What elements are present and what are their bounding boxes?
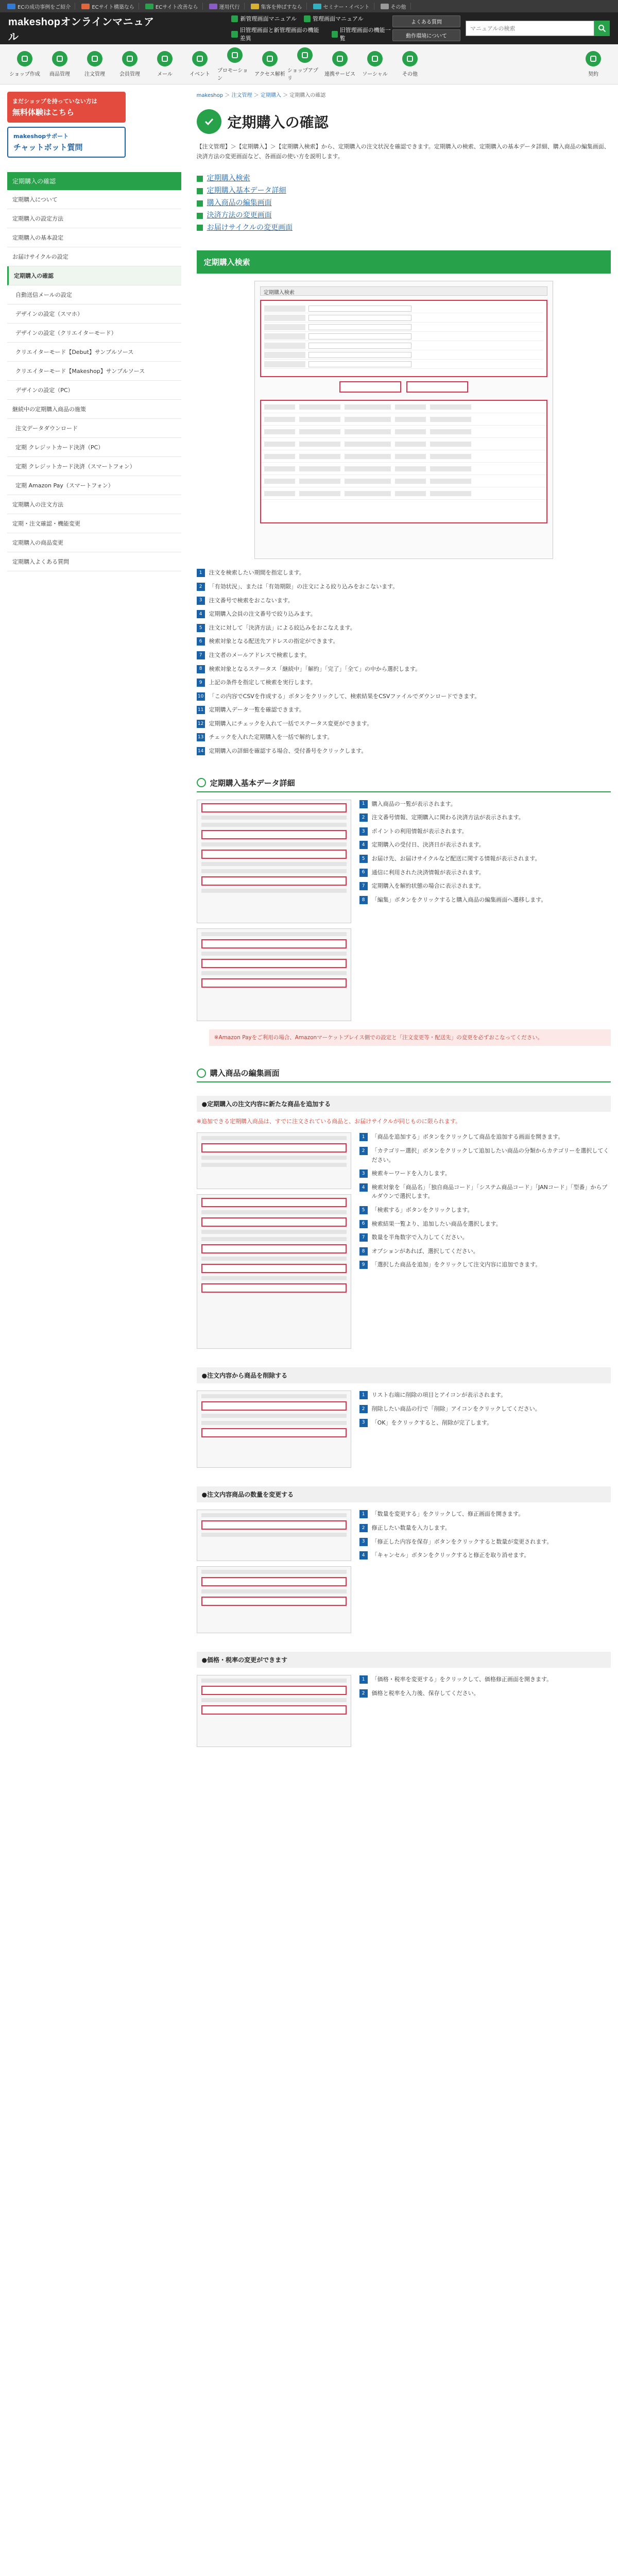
sidebar <box>7 84 181 1752</box>
step-text: 検索対象を「商品名」「独自商品コード」「システム商品コード」「JANコード」「型番」からプルダウンで選択します。 <box>371 1183 608 1200</box>
step-number: 5 <box>197 624 205 632</box>
nav-item-label: プロモーション <box>217 67 248 81</box>
steps-search <box>197 568 611 755</box>
top-bar <box>0 0 618 12</box>
steps-change-quantity <box>359 1510 611 1638</box>
header-link-new-manual[interactable]: 新管理画面マニュアル <box>231 14 297 23</box>
header-links <box>231 14 392 42</box>
step-number: 1 <box>359 800 368 808</box>
step-item <box>197 568 611 578</box>
contract-icon <box>586 51 601 66</box>
list-icon <box>332 31 338 38</box>
nav-item[interactable] <box>322 51 357 77</box>
step-text: 検索結果一覧より、追加したい商品を選択します。 <box>371 1220 502 1227</box>
step-number: 8 <box>359 1247 368 1256</box>
step-number: 2 <box>359 1405 368 1413</box>
step-text: 削除したい商品の行で「削除」アイコンをクリックしてください。 <box>371 1405 541 1413</box>
subheading-delete-product: ●注文内容から商品を削除する <box>197 1367 611 1383</box>
site-logo[interactable]: makeshopオンラインマニュアル <box>8 16 154 43</box>
sidebar-item[interactable]: クリエイターモード【Debut】サンプルソース <box>7 343 181 362</box>
nav-item[interactable] <box>147 51 182 77</box>
step-text: 定期購入会員の注文番号で絞り込みます。 <box>209 611 316 618</box>
step-item <box>359 1689 611 1698</box>
step-text: 「選択した商品を追加」をクリックして注文内容に追加できます。 <box>371 1261 541 1268</box>
steps-add-product <box>359 1132 611 1354</box>
circle-icon <box>197 778 206 787</box>
box-icon <box>52 51 67 66</box>
step-item <box>359 1523 611 1533</box>
square-icon <box>197 225 203 231</box>
square-icon <box>197 176 203 182</box>
add-product-block <box>197 1132 611 1354</box>
step-number: 13 <box>197 733 205 741</box>
step-text: 定期購入データ一覧を確認できます。 <box>209 706 305 714</box>
search-input[interactable] <box>466 21 594 36</box>
check-icon <box>197 109 221 134</box>
color-swatch <box>209 4 217 9</box>
quantity-block <box>197 1510 611 1638</box>
nav-item-label: イベント <box>190 72 210 77</box>
user-icon <box>122 51 138 66</box>
toc-link-label: 定期購入基本データ詳細 <box>207 187 286 195</box>
sidebar-item[interactable]: 継続中の定期購入商品の施策 <box>7 400 181 419</box>
step-number: 10 <box>197 692 205 701</box>
step-text: 価格と税率を入力後、保存してください。 <box>371 1690 479 1697</box>
search-form <box>466 21 610 36</box>
step-number: 3 <box>359 1170 368 1178</box>
toc-link-label: お届けサイクルの変更画面 <box>207 223 293 232</box>
nav-item[interactable] <box>7 51 42 77</box>
nav-item[interactable] <box>287 47 322 81</box>
step-text: お届け先、お届けサイクルなど配送に関する情報が表示されます。 <box>371 855 541 862</box>
step-number: 1 <box>359 1391 368 1399</box>
step-text: 「検索する」ボタンをクリックします。 <box>371 1207 473 1214</box>
step-text: 修正したい数量を入力します。 <box>371 1524 451 1532</box>
step-text: 注文番号情報、定期購入に関わる決済方法が表示されます。 <box>371 814 524 821</box>
step-text: 「価格・税率を変更する」をクリックして、価格修正画面を開きます。 <box>371 1676 553 1683</box>
nav-item-label: 契約 <box>588 72 598 77</box>
price-block <box>197 1675 611 1752</box>
step-text: ポイントの利用情報が表示されます。 <box>371 827 468 835</box>
sidebar-item[interactable]: 定期購入の確認 <box>7 266 181 285</box>
sidebar-item[interactable]: クリエイターモード【Makeshop】サンプルソース <box>7 362 181 381</box>
step-text: 定期購入を解約状態の場合に表示されます。 <box>371 883 485 890</box>
free-trial-banner[interactable]: まだショップを持っていない方は 無料体験はこちら <box>7 92 126 123</box>
step-item <box>359 868 611 877</box>
step-number: 14 <box>197 747 205 755</box>
step-number: 3 <box>197 597 205 605</box>
step-text: 購入商品の一覧が表示されます。 <box>371 800 456 807</box>
topbar-link-label: セミナー・イベント <box>323 4 370 10</box>
step-number: 7 <box>359 1233 368 1242</box>
search-icon <box>598 24 606 32</box>
toc-link-label: 定期購入検索 <box>207 174 250 183</box>
nav-item[interactable] <box>182 51 217 77</box>
step-item <box>197 651 611 660</box>
steps-delete-product <box>359 1391 611 1473</box>
toc-link-label: 購入商品の編集画面 <box>207 198 272 207</box>
circle-icon <box>197 1069 206 1078</box>
step-text: 「キャンセル」ボタンをクリックすると修正を取り消せます。 <box>371 1552 530 1559</box>
sidebar-item[interactable]: 定期・注文確認・機能変更 <box>7 514 181 533</box>
amazon-pay-warning: ※Amazon Payをご利用の場合、Amazonマーケットプレイス側での設定と「注文変更等・配送先」の変更を必ずおこなってください。 <box>209 1029 611 1046</box>
step-item <box>359 1169 611 1178</box>
sidebar-item[interactable]: 定期購入について <box>7 190 181 209</box>
topbar-link-label: ECの成功事例をご紹介 <box>18 4 71 10</box>
section-heading-edit: 購入商品の編集画面 <box>197 1067 611 1082</box>
breadcrumb-separator: ＞ <box>281 93 290 98</box>
topbar-link[interactable] <box>309 3 374 10</box>
step-text: 検索キーワードを入力します。 <box>371 1170 451 1177</box>
color-swatch <box>145 4 153 9</box>
step-number: 2 <box>359 1524 368 1532</box>
step-text: 「OK」をクリックすると、削除が完了します。 <box>371 1419 493 1426</box>
step-text: 「編集」ボタンをクリックすると購入商品の編集画面へ遷移します。 <box>371 896 547 903</box>
chatbot-banner[interactable]: makeshopサポート チャットボット質問 <box>7 127 126 158</box>
megaphone-icon <box>227 47 243 63</box>
topbar-link-label: ECサイト改善なら <box>155 4 198 10</box>
sidebar-item[interactable]: 定期購入の基本設定 <box>7 228 181 247</box>
step-item <box>197 705 611 715</box>
add-product-note: ※追加できる定期購入商品は、すでに注文されている商品と、お届けサイクルが同じものに限られます。 <box>196 1118 461 1125</box>
step-number: 1 <box>359 1510 368 1518</box>
toc-link[interactable] <box>197 210 611 222</box>
nav-item-label: 会員管理 <box>119 72 140 77</box>
step-item <box>197 692 611 701</box>
step-text: オプションがあれば、選択してください。 <box>371 1247 479 1255</box>
share-icon <box>367 51 383 66</box>
toc-link[interactable] <box>197 173 611 185</box>
breadcrumb <box>197 92 611 100</box>
step-number: 9 <box>359 1261 368 1269</box>
nav-item-label: ショップ作成 <box>9 72 40 77</box>
nav-item-label: ソーシャル <box>362 72 388 77</box>
step-item <box>359 827 611 836</box>
step-text: 「修正した内容を保存」ボタンをクリックすると数量が変更されます。 <box>371 1538 553 1545</box>
sidebar-section-title: 定期購入の確認 <box>7 172 181 190</box>
step-item <box>359 895 611 905</box>
page-title-block <box>197 109 611 134</box>
quantity-screenshot-1 <box>197 1510 351 1561</box>
step-item <box>197 623 611 633</box>
sidebar-item[interactable]: 定期購入よくある質問 <box>7 552 181 571</box>
nav-item-label: 注文管理 <box>84 72 105 77</box>
sidebar-item[interactable]: デザインの設定（PC） <box>7 381 181 400</box>
step-item <box>197 733 611 742</box>
step-item <box>359 1551 611 1560</box>
step-item <box>197 609 611 619</box>
step-text: 注文に対して「決済方法」による絞込みをおこなえます。 <box>209 624 356 631</box>
step-number: 2 <box>359 1147 368 1155</box>
step-number: 9 <box>197 679 205 687</box>
search-button[interactable] <box>594 21 610 36</box>
nav-item-label: 連携サービス <box>324 72 355 77</box>
step-item <box>359 854 611 863</box>
step-text: 注文を検索したい期間を指定します。 <box>209 569 305 577</box>
topbar-link[interactable] <box>376 3 411 10</box>
step-item <box>359 1206 611 1215</box>
step-number: 8 <box>197 665 205 673</box>
topbar-link-label: 運用代行 <box>219 4 240 10</box>
sidebar-item[interactable]: 定期 Amazon Pay（スマートフォン） <box>7 476 181 495</box>
step-number: 12 <box>197 720 205 728</box>
step-text: 「数量を変更する」をクリックして、修正画面を開きます。 <box>371 1511 524 1518</box>
step-item <box>359 1391 611 1400</box>
topbar-link[interactable] <box>247 3 307 10</box>
breadcrumb-item: 定期購入の確認 <box>289 93 326 98</box>
nav-item[interactable] <box>112 51 147 77</box>
nav-item-label: ショップアプリ <box>287 67 318 81</box>
step-number: 7 <box>197 651 205 659</box>
sidebar-item[interactable]: 定期購入の商品変更 <box>7 533 181 552</box>
step-item <box>359 882 611 891</box>
search-screenshot <box>254 281 553 559</box>
header-link-old-list[interactable]: 旧管理画面の機能一覧 <box>332 26 392 42</box>
toc-link-label: 決済方法の変更画面 <box>207 211 272 219</box>
screenshot-search-form <box>260 300 547 377</box>
step-item <box>359 1260 611 1269</box>
add-screenshot-2 <box>197 1194 351 1349</box>
step-number: 8 <box>359 896 368 904</box>
category-nav <box>0 44 618 84</box>
color-swatch <box>7 4 15 9</box>
step-number: 5 <box>359 855 368 863</box>
site-header <box>0 12 618 44</box>
step-text: 上記の条件を指定して検索を実行します。 <box>209 679 316 686</box>
nav-item[interactable] <box>252 51 287 77</box>
step-number: 5 <box>359 1206 368 1214</box>
section-heading-search: 定期購入検索 <box>197 250 611 274</box>
step-item <box>359 1146 611 1164</box>
step-text: 「この内容でCSVを作成する」ボタンをクリックして、検索結果をCSVファイルでダウンロードできます。 <box>209 692 480 700</box>
screenshot-label: 定期購入検索 <box>260 286 547 296</box>
step-item <box>359 1537 611 1547</box>
step-item <box>359 1418 611 1428</box>
step-text: 定期購入にチェックを入れて一括でステータス変更ができます。 <box>209 720 373 727</box>
sidebar-item[interactable]: 定期 クレジットカード決済（スマートフォン） <box>7 457 181 476</box>
step-number: 3 <box>359 827 368 836</box>
step-item <box>359 1233 611 1242</box>
subheading-change-price: ●価格・税率の変更ができます <box>197 1652 611 1668</box>
detail-screenshot <box>197 800 351 923</box>
step-number: 2 <box>197 583 205 591</box>
step-number: 7 <box>359 882 368 890</box>
square-icon <box>197 200 203 207</box>
step-number: 1 <box>359 1133 368 1141</box>
step-number: 2 <box>359 814 368 822</box>
step-number: 6 <box>359 869 368 877</box>
chart-icon <box>262 51 278 66</box>
topbar-link[interactable] <box>141 3 203 10</box>
nav-item-label: 商品管理 <box>49 72 70 77</box>
square-icon <box>197 213 203 219</box>
nav-item[interactable] <box>392 51 427 77</box>
toc-link[interactable] <box>197 185 611 197</box>
color-swatch <box>251 4 259 9</box>
breadcrumb-separator: ＞ <box>223 93 232 98</box>
sidebar-item[interactable]: 定期購入の設定方法 <box>7 209 181 228</box>
step-number: 4 <box>359 841 368 849</box>
toc-link[interactable] <box>197 197 611 210</box>
phone-icon <box>297 47 313 63</box>
step-number: 4 <box>359 1551 368 1560</box>
nav-item-label: メール <box>157 72 173 77</box>
step-text: 数量を半角数字で入力してください。 <box>371 1234 468 1241</box>
breadcrumb-item[interactable]: makeshop <box>196 93 224 98</box>
nav-item-label: アクセス解析 <box>254 72 285 77</box>
topbar-link-label: ECサイト構築なら <box>92 4 134 10</box>
sidebar-list <box>7 190 181 571</box>
step-number: 1 <box>359 1675 368 1684</box>
square-icon <box>197 188 203 194</box>
step-text: 検索対象となるステータス「継続中」「解約」「完了」「全て」の中から選択します。 <box>209 665 421 672</box>
shop-icon <box>17 51 32 66</box>
step-item <box>197 665 611 674</box>
main-content <box>197 84 611 1752</box>
color-swatch <box>313 4 321 9</box>
step-item <box>359 1404 611 1414</box>
color-swatch <box>81 4 90 9</box>
sidebar-item[interactable]: 定期購入の注文方法 <box>7 495 181 514</box>
step-item <box>359 1675 611 1684</box>
table-of-contents <box>197 173 611 234</box>
step-number: 6 <box>197 637 205 646</box>
breadcrumb-item[interactable]: 注文管理 <box>231 93 252 98</box>
step-item <box>359 1247 611 1256</box>
header-link-diff[interactable]: 旧管理画面と新管理画面の機能差異 <box>231 26 324 42</box>
sidebar-item[interactable]: 自動送信メールの設定 <box>7 285 181 304</box>
faq-button[interactable]: よくある質問 <box>392 15 460 27</box>
step-text: 定期購入の詳細を確認する場合、受付番号をクリックします。 <box>209 748 367 755</box>
step-text: 「カテゴリー選択」ボタンをクリックして追加したい商品の分類からカテゴリーを選択してください。 <box>371 1147 609 1163</box>
lead-text: 【注文管理】＞【定期購入】＞【定期購入検索】から、定期購入の注文状況を確認できます。定期購入の検索、定期購入の基本データ詳細、購入商品の編集画面、決済方法の変更画面など、各画面の使い方を説明します。 <box>196 143 610 160</box>
calendar-icon <box>192 51 208 66</box>
price-screenshot <box>197 1675 351 1747</box>
sidebar-item[interactable]: デザインの設定（スマホ） <box>7 304 181 324</box>
breadcrumb-item[interactable]: 定期購入 <box>260 93 281 98</box>
delete-product-block <box>197 1391 611 1473</box>
sidebar-item[interactable]: 定期 クレジットカード決済（PC） <box>7 438 181 457</box>
step-item <box>197 747 611 756</box>
nav-item[interactable] <box>357 51 392 77</box>
step-number: 3 <box>359 1538 368 1546</box>
step-item <box>359 1510 611 1519</box>
detail-block <box>197 800 611 1026</box>
section-heading-detail: 定期購入基本データ詳細 <box>197 777 611 792</box>
step-item <box>197 678 611 687</box>
step-item <box>197 637 611 646</box>
sidebar-item[interactable]: お届けサイクルの設定 <box>7 247 181 266</box>
nav-item[interactable] <box>217 47 252 81</box>
page-title: 定期購入の確認 <box>227 114 329 131</box>
step-item <box>359 1132 611 1142</box>
step-text: 「商品を追加する」ボタンをクリックして商品を追加する画面を開きます。 <box>371 1133 564 1141</box>
detail-screenshot-2 <box>197 928 351 1021</box>
link-icon <box>332 51 348 66</box>
nav-item[interactable] <box>77 51 112 77</box>
step-number: 1 <box>197 569 205 577</box>
subheading-change-quantity: ●注文内容商品の数量を変更する <box>197 1486 611 1502</box>
topbar-link[interactable] <box>205 3 245 10</box>
sidebar-item[interactable]: デザインの設定（クリエイターモード） <box>7 324 181 343</box>
step-item <box>359 840 611 850</box>
mail-icon <box>157 51 173 66</box>
toc-link[interactable] <box>197 222 611 234</box>
step-number: 6 <box>359 1220 368 1228</box>
step-number: 3 <box>359 1419 368 1427</box>
add-screenshot-1 <box>197 1132 351 1189</box>
nav-item[interactable] <box>42 51 77 77</box>
color-swatch <box>381 4 389 9</box>
compare-icon <box>231 31 237 38</box>
book-icon <box>231 15 238 22</box>
step-text: チェックを入れた定期購入を一括で解約します。 <box>209 734 333 741</box>
cart-icon <box>87 51 102 66</box>
step-item <box>197 596 611 605</box>
breadcrumb-separator: ＞ <box>252 93 261 98</box>
step-item <box>197 582 611 591</box>
step-text: 定期購入の受付日、決済日が表示されます。 <box>371 841 485 849</box>
nav-item-label: その他 <box>402 72 418 77</box>
step-number: 2 <box>359 1689 368 1698</box>
step-number: 4 <box>359 1183 368 1192</box>
step-item <box>359 1183 611 1201</box>
step-item <box>359 1219 611 1229</box>
more-icon <box>402 51 418 66</box>
screenshot-result-table <box>260 400 547 523</box>
topbar-link-label: 集客を伸ばすなら <box>261 4 302 10</box>
topbar-link[interactable] <box>3 3 75 10</box>
step-number: 11 <box>197 706 205 714</box>
environment-button[interactable]: 動作環境について <box>392 29 460 41</box>
step-item <box>197 719 611 728</box>
quantity-screenshot-2 <box>197 1566 351 1633</box>
delete-screenshot <box>197 1391 351 1468</box>
book-icon <box>304 15 311 22</box>
topbar-link[interactable] <box>77 3 139 10</box>
nav-item[interactable] <box>576 51 611 77</box>
steps-change-price <box>359 1675 611 1752</box>
step-text: 「有効状況」、または「有効期限」の注文による絞り込みをおこないます。 <box>209 583 399 590</box>
step-text: 注文者のメールアドレスで検索します。 <box>209 651 311 658</box>
header-link-manual[interactable]: 管理画面マニュアル <box>304 14 364 23</box>
steps-detail <box>359 800 611 1026</box>
step-text: リスト右端に削除の項目とアイコンが表示されます。 <box>371 1392 507 1399</box>
step-text: 検索対象となる配送先アドレスの指定ができます。 <box>209 638 339 645</box>
sidebar-item[interactable]: 注文データダウンロード <box>7 419 181 438</box>
step-item <box>359 813 611 822</box>
step-number: 4 <box>197 610 205 618</box>
step-text: 注文番号で検索をおこないます。 <box>209 597 294 604</box>
topbar-link-label: その他 <box>390 4 406 10</box>
subheading-add-product: ●定期購入の注文内容に新たな商品を追加する <box>197 1096 611 1112</box>
step-text: 通信に利用された決済情報が表示されます。 <box>371 869 485 876</box>
step-item <box>359 800 611 809</box>
